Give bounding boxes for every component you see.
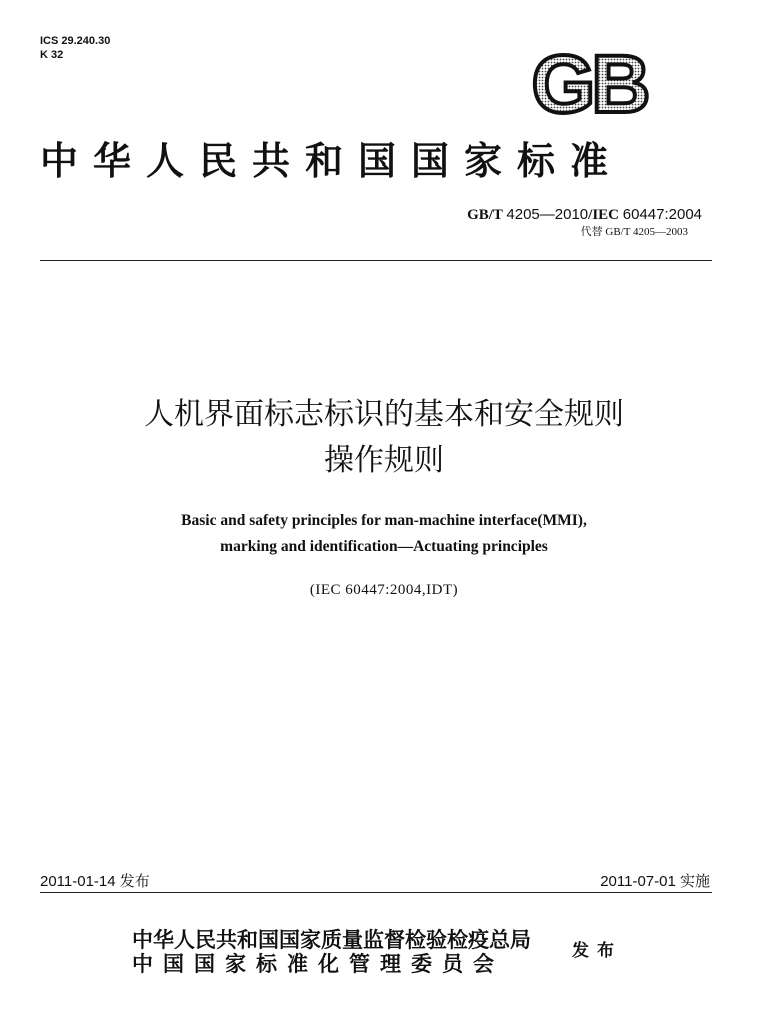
iec-equivalence: (IEC 60447:2004,IDT) [309, 582, 459, 598]
chinese-title-line1: 人机界面标志标识的基本和安全规则 [144, 397, 624, 432]
standard-number-value: 4205—2010 [506, 206, 589, 223]
implementation-date: 2011-07-01 实施 [600, 873, 710, 890]
classification-codes [40, 34, 110, 62]
iec-prefix: /IEC [588, 207, 619, 223]
national-standard-title: 中华人民共和国国家标准 [40, 138, 624, 183]
standard-prefix: GB/T [467, 207, 503, 223]
issue-label: 发布 [572, 941, 622, 961]
standard-number [467, 206, 702, 224]
top-divider [40, 260, 712, 261]
chinese-title [0, 392, 768, 484]
gb-logo [508, 46, 670, 120]
ics-code: ICS 29.240.30 [40, 35, 111, 47]
ccs-code: K 32 [40, 49, 64, 61]
bottom-divider [40, 892, 712, 893]
issuer-aqsiq: 中华人民共和国国家质量监督检验检疫总局 [132, 927, 531, 952]
replaces-note: 代替 GB/T 4205—2003 [580, 226, 688, 238]
issuer-sac: 中国国家标准化管理委员会 [132, 951, 504, 976]
iec-number-value: 60447:2004 [622, 206, 702, 223]
english-title-line1: Basic and safety principles for man-machine interface(MMI), [181, 512, 587, 529]
english-title-line2: marking and identification—Actuating principles [220, 538, 548, 555]
chinese-title-line2: 操作规则 [324, 443, 444, 478]
svg-text:GB: GB [531, 46, 647, 120]
issue-date: 2011-01-14 发布 [40, 873, 150, 890]
english-title [0, 508, 768, 560]
